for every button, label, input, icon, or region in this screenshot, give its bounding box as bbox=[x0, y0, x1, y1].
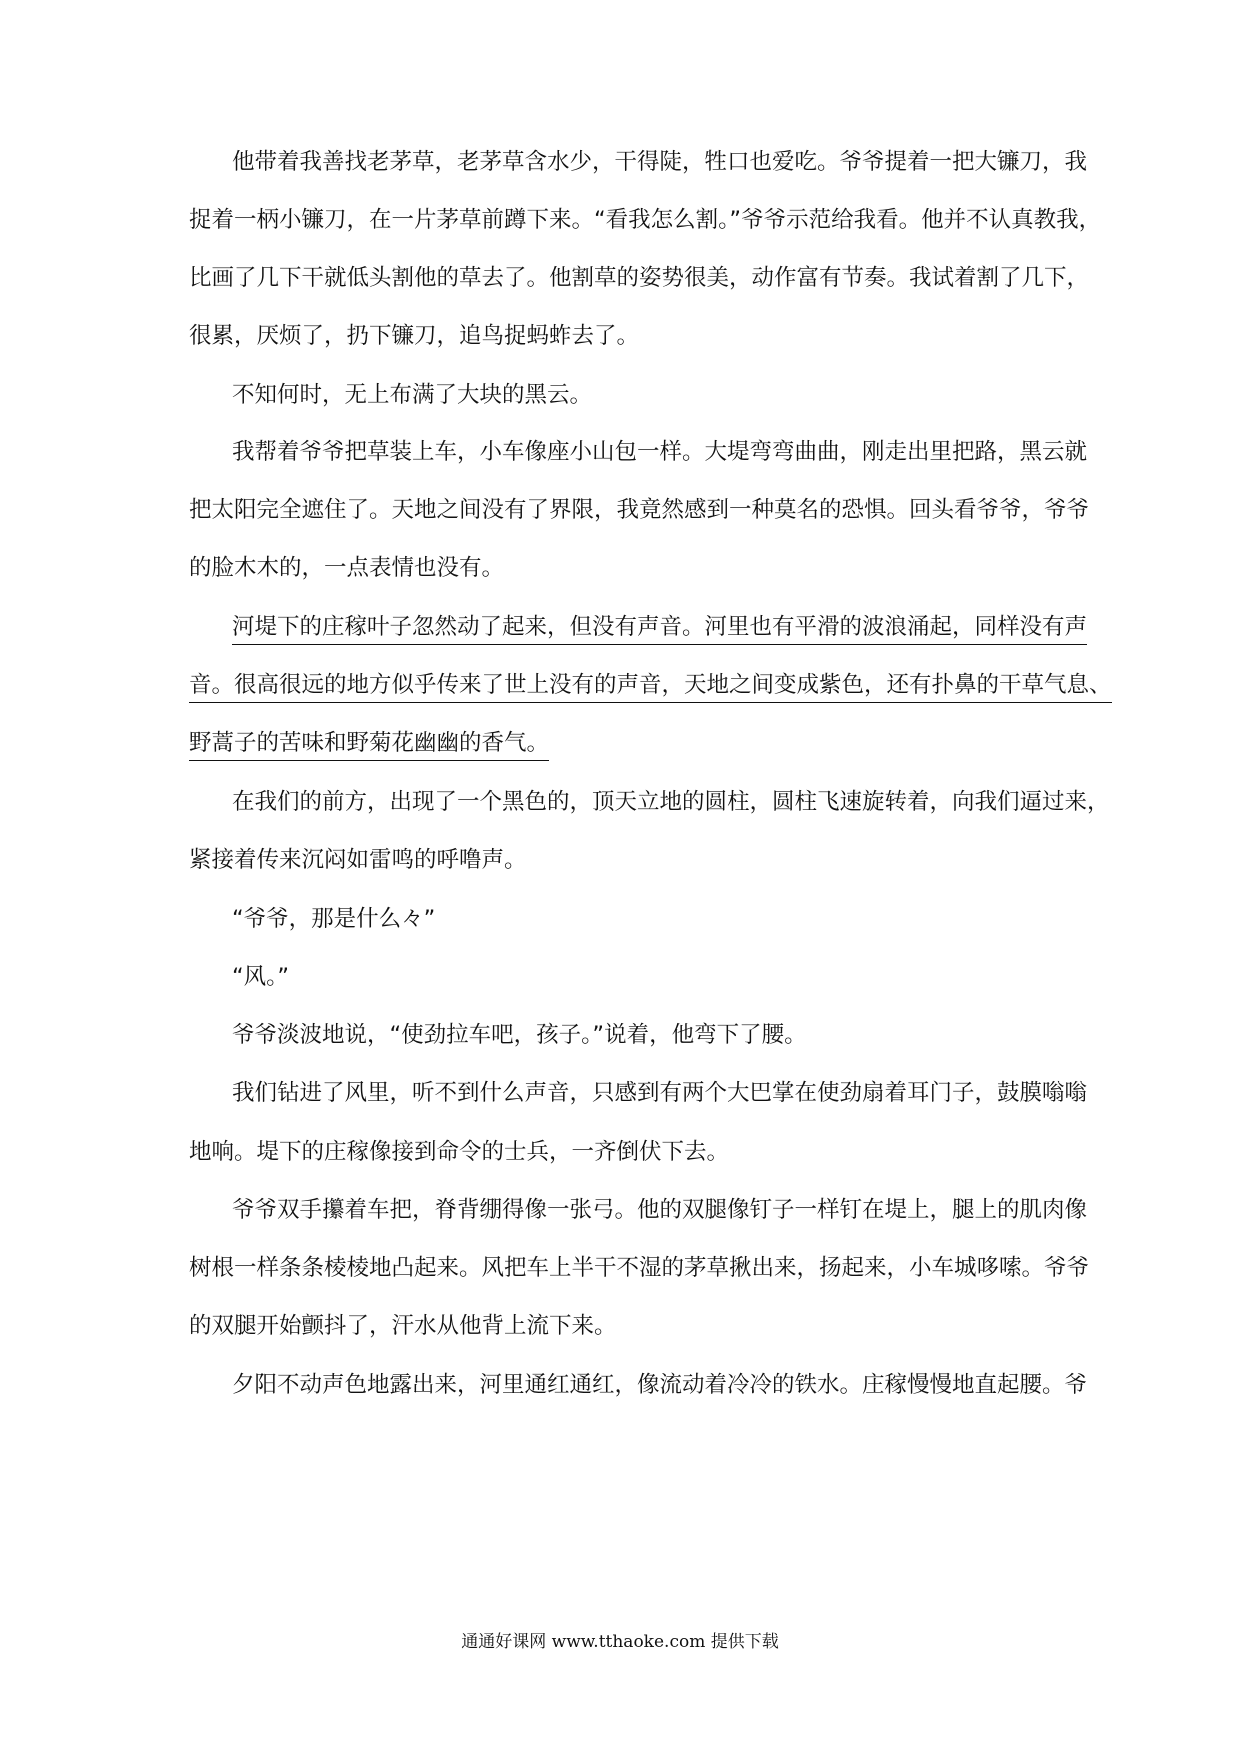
line-text: 我帮着爷爷把草装上车，小车像座小山包一样。大堤弯弯曲曲，刚走出里把路，黑云就 bbox=[232, 439, 1088, 465]
paragraph-line bbox=[232, 1020, 1062, 1050]
line-text: 音。很高很远的地方似乎传来了世上没有的声音，天地之间变成紫色，还有扑鼻的干草气息、 bbox=[189, 672, 1112, 703]
line-text: 捉着一柄小镰刀，在一片茅草前蹲下来。“看我怎么割。”爷爷示范给我看。他并不认真教我， bbox=[189, 207, 1102, 233]
line-text: 很累，厌烦了，扔下镰刀，追鸟捉蚂蚱去了。 bbox=[189, 323, 640, 349]
paragraph-line bbox=[232, 962, 1062, 992]
paragraph-line bbox=[232, 1370, 1088, 1400]
paragraph-line bbox=[189, 205, 1102, 235]
page-footer: 通通好课网 www.tthaoke.com 提供下载 bbox=[461, 1632, 779, 1652]
paragraph-line bbox=[232, 380, 1062, 410]
paragraph-line bbox=[189, 670, 1112, 700]
line-text: 河堤下的庄稼叶子忽然动了起来，但没有声音。河里也有平滑的波浪涌起，同样没有声 bbox=[232, 614, 1087, 645]
paragraph-line bbox=[189, 728, 1062, 758]
paragraph-line bbox=[189, 553, 1062, 583]
paragraph-line bbox=[189, 321, 1062, 351]
line-text: 地响。堤下的庄稼像接到命令的士兵，一齐倒伏下去。 bbox=[189, 1139, 730, 1165]
line-text: 他带着我善找老茅草，老茅草含水少，干得陡，牲口也爱吃。爷爷提着一把大镰刀，我 bbox=[232, 149, 1088, 175]
line-text: “风。” bbox=[232, 964, 290, 990]
line-text: “爷爷，那是什么々” bbox=[232, 906, 436, 932]
line-text: 不知何时，无上布满了大块的黑云。 bbox=[232, 382, 593, 408]
paragraph-line bbox=[232, 1078, 1088, 1108]
paragraph-line bbox=[232, 1195, 1088, 1225]
paragraph-line bbox=[189, 845, 1062, 875]
line-text: 比画了几下干就低头割他的草去了。他割草的姿势很美，动作富有节奏。我试着割了几下， bbox=[189, 265, 1090, 291]
line-text: 把太阳完全遮住了。天地之间没有了界限，我竟然感到一种莫名的恐惧。回头看爷爷，爷爷 bbox=[189, 497, 1090, 523]
paragraph-line bbox=[189, 1137, 1062, 1167]
line-text: 野蒿子的苦味和野菊花幽幽的香气。 bbox=[189, 730, 549, 761]
paragraph-line bbox=[232, 612, 1088, 642]
paragraph-line bbox=[232, 787, 1110, 817]
paragraph-line bbox=[189, 495, 1090, 525]
line-text: 爷爷双手攥着车把，脊背绷得像一张弓。他的双腿像钉子一样钉在堤上，腿上的肌肉像 bbox=[232, 1197, 1088, 1223]
paragraph-line bbox=[189, 263, 1090, 293]
paragraph-line bbox=[189, 1253, 1090, 1283]
paragraph-line bbox=[232, 437, 1088, 467]
line-text: 的脸木木的，一点表情也没有。 bbox=[189, 555, 505, 581]
paragraph-line bbox=[232, 147, 1088, 177]
line-text: 爷爷淡波地说，“使劲拉车吧，孩子。”说着，他弯下了腰。 bbox=[232, 1022, 807, 1048]
line-text: 树根一样条条棱棱地凸起来。风把车上半干不湿的茅草揪出来，扬起来，小车城哆嗦。爷爷 bbox=[189, 1255, 1090, 1281]
line-text: 我们钻进了风里，听不到什么声音，只感到有两个大巴掌在使劲扇着耳门子，鼓膜嗡嗡 bbox=[232, 1080, 1088, 1106]
paragraph-line bbox=[232, 904, 1062, 934]
line-text: 在我们的前方，出现了一个黑色的，顶天立地的圆柱，圆柱飞速旋转着，向我们逼过来， bbox=[232, 789, 1110, 815]
line-text: 紧接着传来沉闷如雷鸣的呼噜声。 bbox=[189, 847, 527, 873]
paragraph-line bbox=[189, 1311, 1062, 1341]
line-text: 夕阳不动声色地露出来，河里通红通红，像流动着冷冷的铁水。庄稼慢慢地直起腰。爷 bbox=[232, 1372, 1088, 1398]
line-text: 的双腿开始颤抖了，汗水从他背上流下来。 bbox=[189, 1313, 617, 1339]
